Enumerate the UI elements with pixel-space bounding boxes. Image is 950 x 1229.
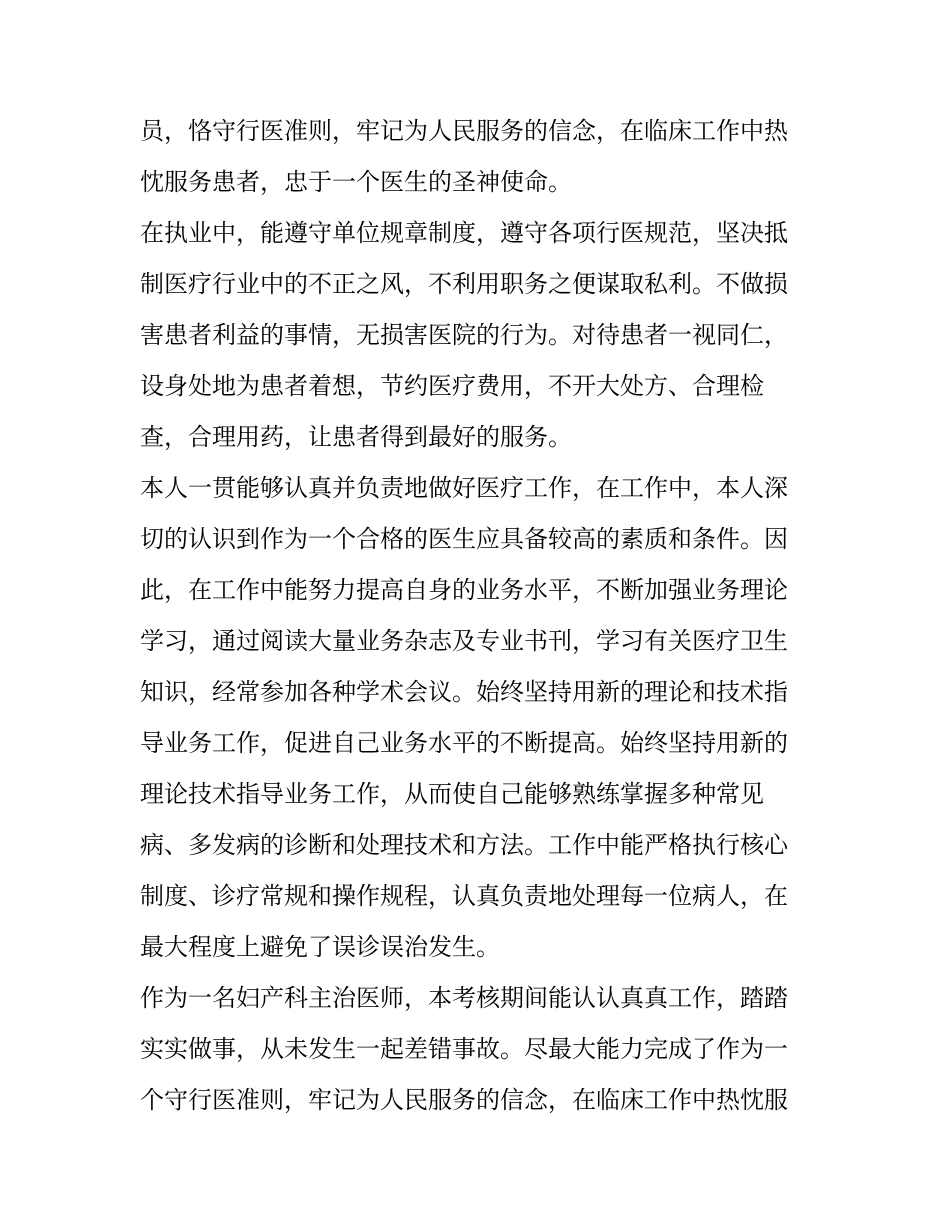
text-line: 本人一贯能够认真并负责地做好医疗工作，在工作中，本人深 <box>140 474 788 502</box>
text-line: 作为一名妇产科主治医师，本考核期间能认认真真工作，踏踏 <box>140 984 788 1012</box>
text-line: 病、多发病的诊断和处理技术和方法。工作中能严格执行核心 <box>140 831 788 859</box>
paragraph-1 <box>140 106 820 208</box>
text-line: 员，恪守行医准则，牢记为人民服务的信念，在临床工作中热 <box>140 117 788 145</box>
text-line: 在执业中，能遵守单位规章制度，遵守各项行医规范，坚决抵 <box>140 219 788 247</box>
text-line: 切的认识到作为一个合格的医生应具备较高的素质和条件。因 <box>140 525 788 553</box>
text-line: 忱服务患者，忠于一个医生的圣神使命。 <box>140 168 572 196</box>
text-line: 最大程度上避免了误诊误治发生。 <box>140 933 500 961</box>
text-line: 学习，通过阅读大量业务杂志及专业书刊，学习有关医疗卫生 <box>140 627 788 655</box>
text-line: 个守行医准则，牢记为人民服务的信念，在临床工作中热忱服 <box>140 1086 788 1114</box>
paragraph-2 <box>140 208 820 463</box>
paragraph-4 <box>140 973 820 1126</box>
paragraph-3 <box>140 463 820 973</box>
text-line: 导业务工作，促进自己业务水平的不断提高。始终坚持用新的 <box>140 729 788 757</box>
text-line: 此，在工作中能努力提高自身的业务水平，不断加强业务理论 <box>140 576 788 604</box>
text-line: 设身处地为患者着想，节约医疗费用，不开大处方、合理检 <box>140 372 764 400</box>
text-line: 理论技术指导业务工作，从而使自己能够熟练掌握多种常见 <box>140 780 764 808</box>
text-line: 制度、诊疗常规和操作规程，认真负责地处理每一位病人，在 <box>140 882 788 910</box>
text-line: 害患者利益的事情，无损害医院的行为。对待患者一视同仁， <box>140 321 788 349</box>
text-line: 制医疗行业中的不正之风，不利用职务之便谋取私利。不做损 <box>140 270 788 298</box>
document-body <box>140 106 820 1126</box>
text-line: 查，合理用药，让患者得到最好的服务。 <box>140 423 572 451</box>
text-line: 知识，经常参加各种学术会议。始终坚持用新的理论和技术指 <box>140 678 788 706</box>
text-line: 实实做事，从未发生一起差错事故。尽最大能力完成了作为一 <box>140 1035 788 1063</box>
